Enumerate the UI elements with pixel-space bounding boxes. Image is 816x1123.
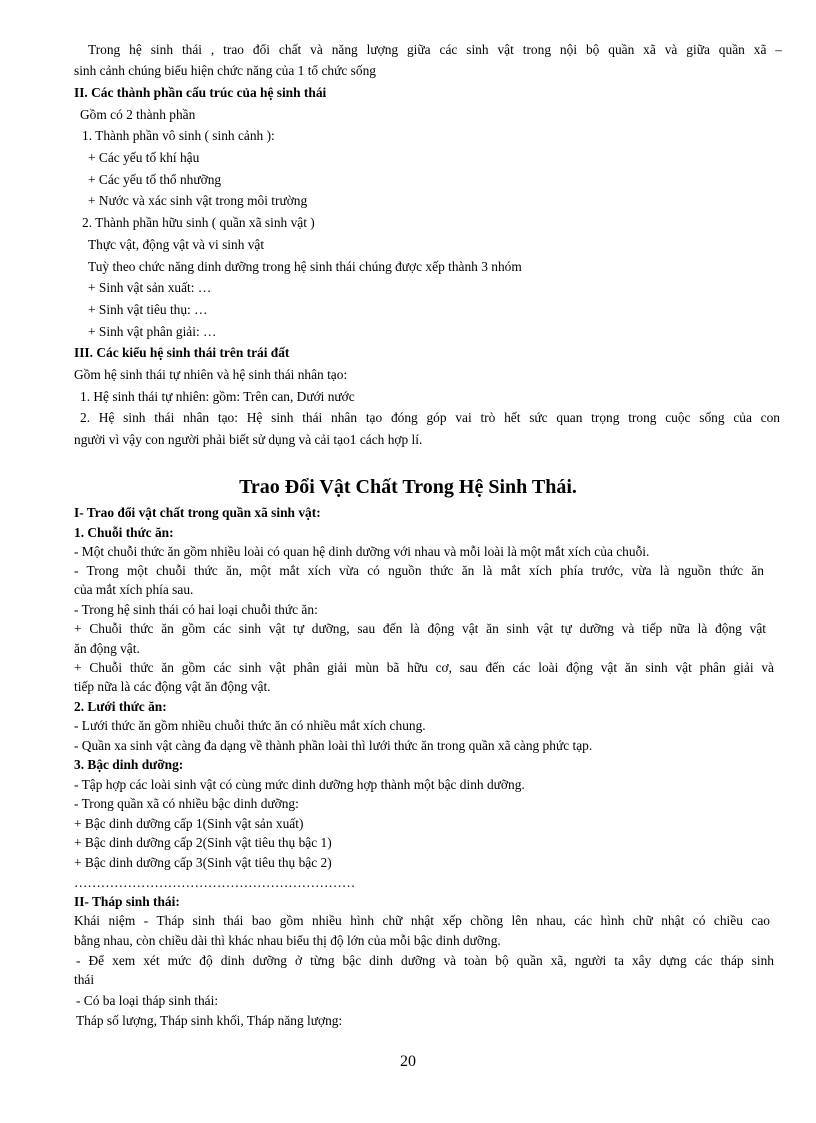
- trophic-line: + Bậc dinh dưỡng cấp 2(Sinh vật tiêu thụ bậc 1): [74, 835, 332, 850]
- types-line-4: người vì vậy con người phải biết sử dụng và cải tạo1 cách hợp lí.: [74, 432, 423, 447]
- abiotic-item: + Các yếu tố thổ nhưỡng: [88, 172, 222, 187]
- page-number: 20: [400, 1053, 416, 1070]
- pyramid-line: Tháp số lượng, Tháp sinh khối, Tháp năng lượng:: [76, 1013, 343, 1028]
- heading-food-web: 2. Lưới thức ăn:: [74, 699, 167, 714]
- biotic-component-title: 2. Thành phần hữu sinh ( quần xã sinh vật ): [82, 215, 315, 230]
- pyramid-line: thái: [74, 972, 95, 987]
- dotted-separator: ………………………………………………………: [74, 875, 356, 890]
- pyramid-line: - Để xem xét mức độ dinh dưỡng ở từng bậc dinh dưỡng và toàn bộ quần xã, người ta xây dựng các tháp sinh: [76, 953, 774, 968]
- food-web-line: - Lưới thức ăn gồm nhiều chuỗi thức ăn có nhiều mắt xích chung.: [74, 718, 426, 733]
- trophic-line: + Bậc dinh dưỡng cấp 1(Sinh vật sản xuất): [74, 816, 304, 831]
- biotic-line-2: Tuỳ theo chức năng dinh dưỡng trong hệ sinh thái chúng được xếp thành 3 nhóm: [88, 259, 522, 274]
- heading-trophic-level: 3. Bậc dinh dưỡng:: [74, 757, 184, 772]
- food-chain-line: - Trong hệ sinh thái có hai loại chuỗi thức ăn:: [74, 602, 318, 617]
- biotic-item: + Sinh vật phân giải: …: [88, 324, 217, 339]
- biotic-item: + Sinh vật tiêu thụ: …: [88, 302, 208, 317]
- heading-food-chain: 1. Chuỗi thức ăn:: [74, 525, 174, 540]
- abiotic-component-title: 1. Thành phần vô sinh ( sinh cảnh ):: [82, 128, 275, 143]
- heading-ii-pyramid: II- Tháp sinh thái:: [74, 894, 180, 909]
- food-chain-line: ăn động vật.: [74, 641, 140, 656]
- trophic-line: + Bậc dinh dưỡng cấp 3(Sinh vật tiêu thụ bậc 2): [74, 855, 332, 870]
- page-title: Trao Đổi Vật Chất Trong Hệ Sinh Thái.: [239, 476, 577, 498]
- types-line-1: Gồm hệ sinh thái tự nhiên và hệ sinh thái nhân tạo:: [74, 367, 348, 382]
- pyramid-line: - Có ba loại tháp sinh thái:: [76, 993, 219, 1008]
- trophic-line: - Trong quần xã có nhiều bậc dinh dưỡng:: [74, 796, 299, 811]
- biotic-item: + Sinh vật sản xuất: …: [88, 280, 212, 295]
- heading-iii-types: III. Các kiểu hệ sinh thái trên trái đất: [74, 345, 290, 360]
- intro-line-1: Trong hệ sinh thái , trao đổi chất và năng lượng giữa các sinh vật trong nội bộ quần xã và giữa quần xã –: [88, 42, 782, 57]
- trophic-line: - Tập hợp các loài sinh vật có cùng mức dinh dưỡng hợp thành một bậc dinh dưỡng.: [74, 777, 525, 792]
- abiotic-item: + Các yếu tố khí hậu: [88, 150, 200, 165]
- heading-i-exchange: I- Trao đổi vật chất trong quần xã sinh vật:: [74, 505, 321, 520]
- food-chain-line: của mắt xích phía sau.: [74, 582, 194, 597]
- food-chain-line: - Trong một chuỗi thức ăn, một mắt xích vừa có nguồn thức ăn là mắt xích phía trước, vừa là nguồn thức ăn: [74, 563, 764, 578]
- abiotic-item: + Nước và xác sinh vật trong môi trường: [88, 193, 308, 208]
- food-chain-line: - Một chuỗi thức ăn gồm nhiều loài có quan hệ dinh dưỡng với nhau và mỗi loài là một mắt xích của chuỗi.: [74, 544, 650, 559]
- food-chain-line: + Chuỗi thức ăn gồm các sinh vật tự dưỡng, sau đến là động vật ăn sinh vật tự dưỡng và tiếp nữa là động vật: [74, 621, 766, 636]
- food-chain-line: + Chuỗi thức ăn gồm các sinh vật phân giải mùn bã hữu cơ, sau đến các loài động vật ăn sinh vật phân giải và: [74, 660, 774, 675]
- food-chain-line: tiếp nữa là các động vật ăn động vật.: [74, 679, 271, 694]
- types-line-2: 1. Hệ sinh thái tự nhiên: gồm: Trên can, Dưới nước: [80, 389, 355, 404]
- biotic-line-1: Thực vật, động vật và vi sinh vật: [88, 237, 265, 252]
- two-components-line: Gồm có 2 thành phần: [80, 107, 196, 122]
- types-line-3: 2. Hệ sinh thái nhân tạo: Hệ sinh thái nhân tạo đóng góp vai trò hết sức quan trọng trong cuộc sống của con: [80, 410, 780, 425]
- heading-ii-structure: II. Các thành phần cấu trúc của hệ sinh thái: [74, 85, 327, 100]
- intro-line-2: sinh cảnh chúng biểu hiện chức năng của 1 tổ chức sống: [74, 63, 376, 78]
- pyramid-line: Khái niệm - Tháp sinh thái bao gồm nhiều hình chữ nhật xếp chồng lên nhau, các hình chữ nhật có chiều cao: [74, 913, 770, 928]
- food-web-line: - Quần xa sinh vật càng đa dạng về thành phần loài thì lưới thức ăn trong quần xã càng phức tạp.: [74, 738, 593, 753]
- pyramid-line: bằng nhau, còn chiều dài thì khác nhau biểu thị độ lớn của mỗi bậc dinh dưỡng.: [74, 933, 501, 948]
